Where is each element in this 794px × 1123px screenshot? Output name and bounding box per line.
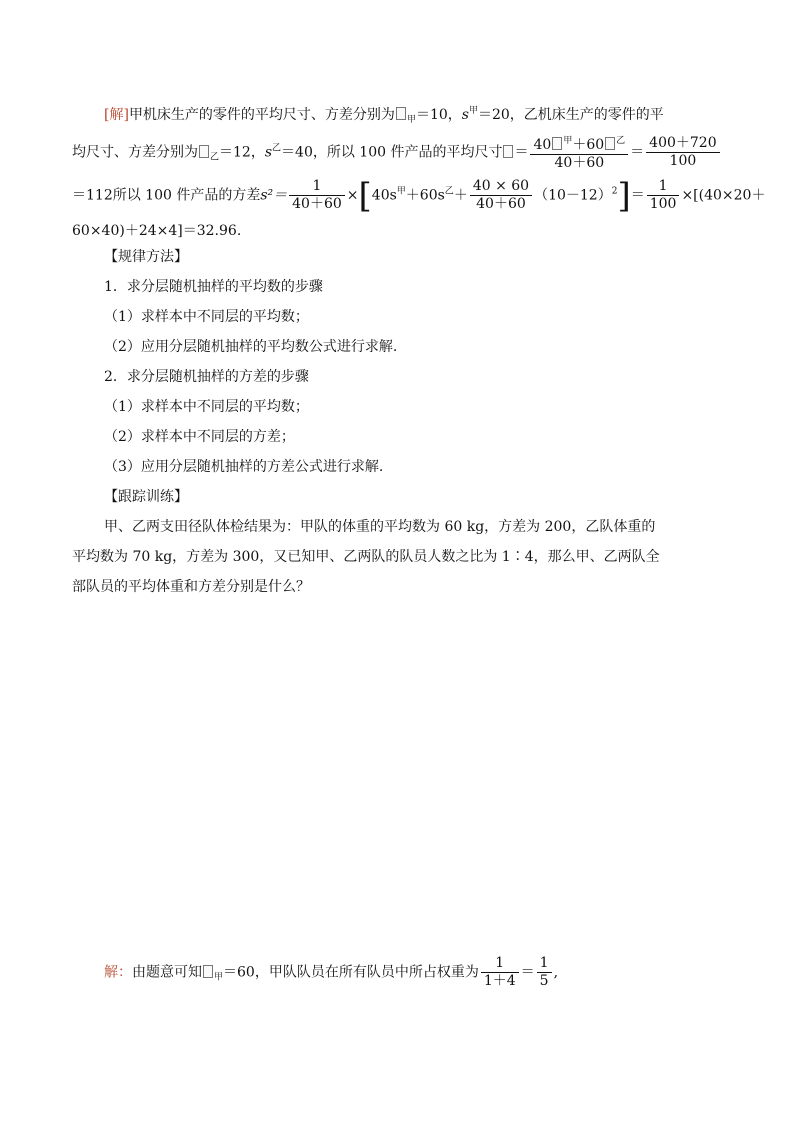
- fraction-one-fifth: $\frac{1}{5}$: [537, 955, 552, 990]
- method-item: （3）应用分层随机抽样的方差公式进行求解.: [104, 459, 384, 475]
- solution1-line2: 均尺寸、方差分别为 $_乙$＝12，$s^乙=40$，所以 100 件产品的平均尺寸 ＝ $\frac{40 ^甲+60 ^乙}{40+60}$ ＝ $\frac{400+720}{100}$: [72, 133, 722, 172]
- method-item: （1）求样本中不同层的平均数；: [104, 309, 309, 325]
- practice-heading: 【跟踪训练】: [104, 489, 188, 505]
- xbar-symbol: [199, 145, 209, 158]
- fraction-one-hundredth: $\frac{1}{100}$: [647, 178, 680, 213]
- solution1-line4: 60×40)＋24×4]＝32.96.: [72, 223, 242, 239]
- solution1-line1: [解]甲机床生产的零件的平均尺寸、方差分别为 $_甲$＝10，$s^甲=20$，乙机床生产的零件的平: [104, 106, 664, 125]
- solution-label: [解]: [104, 107, 129, 123]
- practice-line2: 平均数为 70 kg，方差为 300，又已知甲、乙两队的队员人数之比为 1∶4，那么甲、乙两队全: [72, 549, 660, 565]
- method-item: 2．求分层随机抽样的方差的步骤: [104, 369, 309, 385]
- xbar-symbol: [396, 107, 406, 120]
- method-item: （2）求样本中不同层的方差；: [104, 429, 295, 445]
- method-heading: 【规律方法】: [104, 249, 188, 265]
- method-item: 1．求分层随机抽样的平均数的步骤: [104, 279, 323, 295]
- fraction-one-over-hundred: $\frac{1}{40+60}$: [289, 178, 345, 213]
- fraction-mean: $\frac{40 ^甲+60 ^乙}{40+60}$: [530, 133, 628, 172]
- xbar-symbol: [203, 965, 213, 978]
- right-bracket: ]: [617, 175, 631, 216]
- practice-line1: 甲、乙两支田径队体检结果为：甲队的体重的平均数为 60 kg，方差为 200，乙队体重的: [104, 519, 656, 535]
- method-item: （2）应用分层随机抽样的平均数公式进行求解.: [104, 339, 398, 355]
- fraction-weight-product: $\frac{40 \times 60}{40+60}$: [470, 178, 532, 213]
- fraction-weight: $\frac{1}{1+4}$: [481, 955, 519, 990]
- method-item: （1）求样本中不同层的平均数；: [104, 399, 309, 415]
- solution2-line: 解：由题意可知 $_甲$＝60，甲队队员在所有队员中所占权重为 $\frac{1}{1+4}$ ＝ $\frac{1}{5}$ ,: [104, 955, 559, 989]
- solution1-line3: ＝112所以 100 件产品的方差s²＝ $\frac{1}{40+60}$ $\times[40s^甲+60s^乙+$ $\frac{40 \times 60}{40+60}$ $(10-12)^2]=$ $\frac{1}{100}$ ×[(40×20＋: [72, 175, 766, 216]
- practice-line3: 部队员的平均体重和方差分别是什么？: [72, 579, 310, 595]
- xbar-symbol: [503, 145, 513, 158]
- left-bracket: [: [358, 175, 372, 216]
- fraction-mean-value: $\frac{400+720}{100}$: [646, 135, 719, 170]
- solution-label: 解：: [104, 964, 132, 981]
